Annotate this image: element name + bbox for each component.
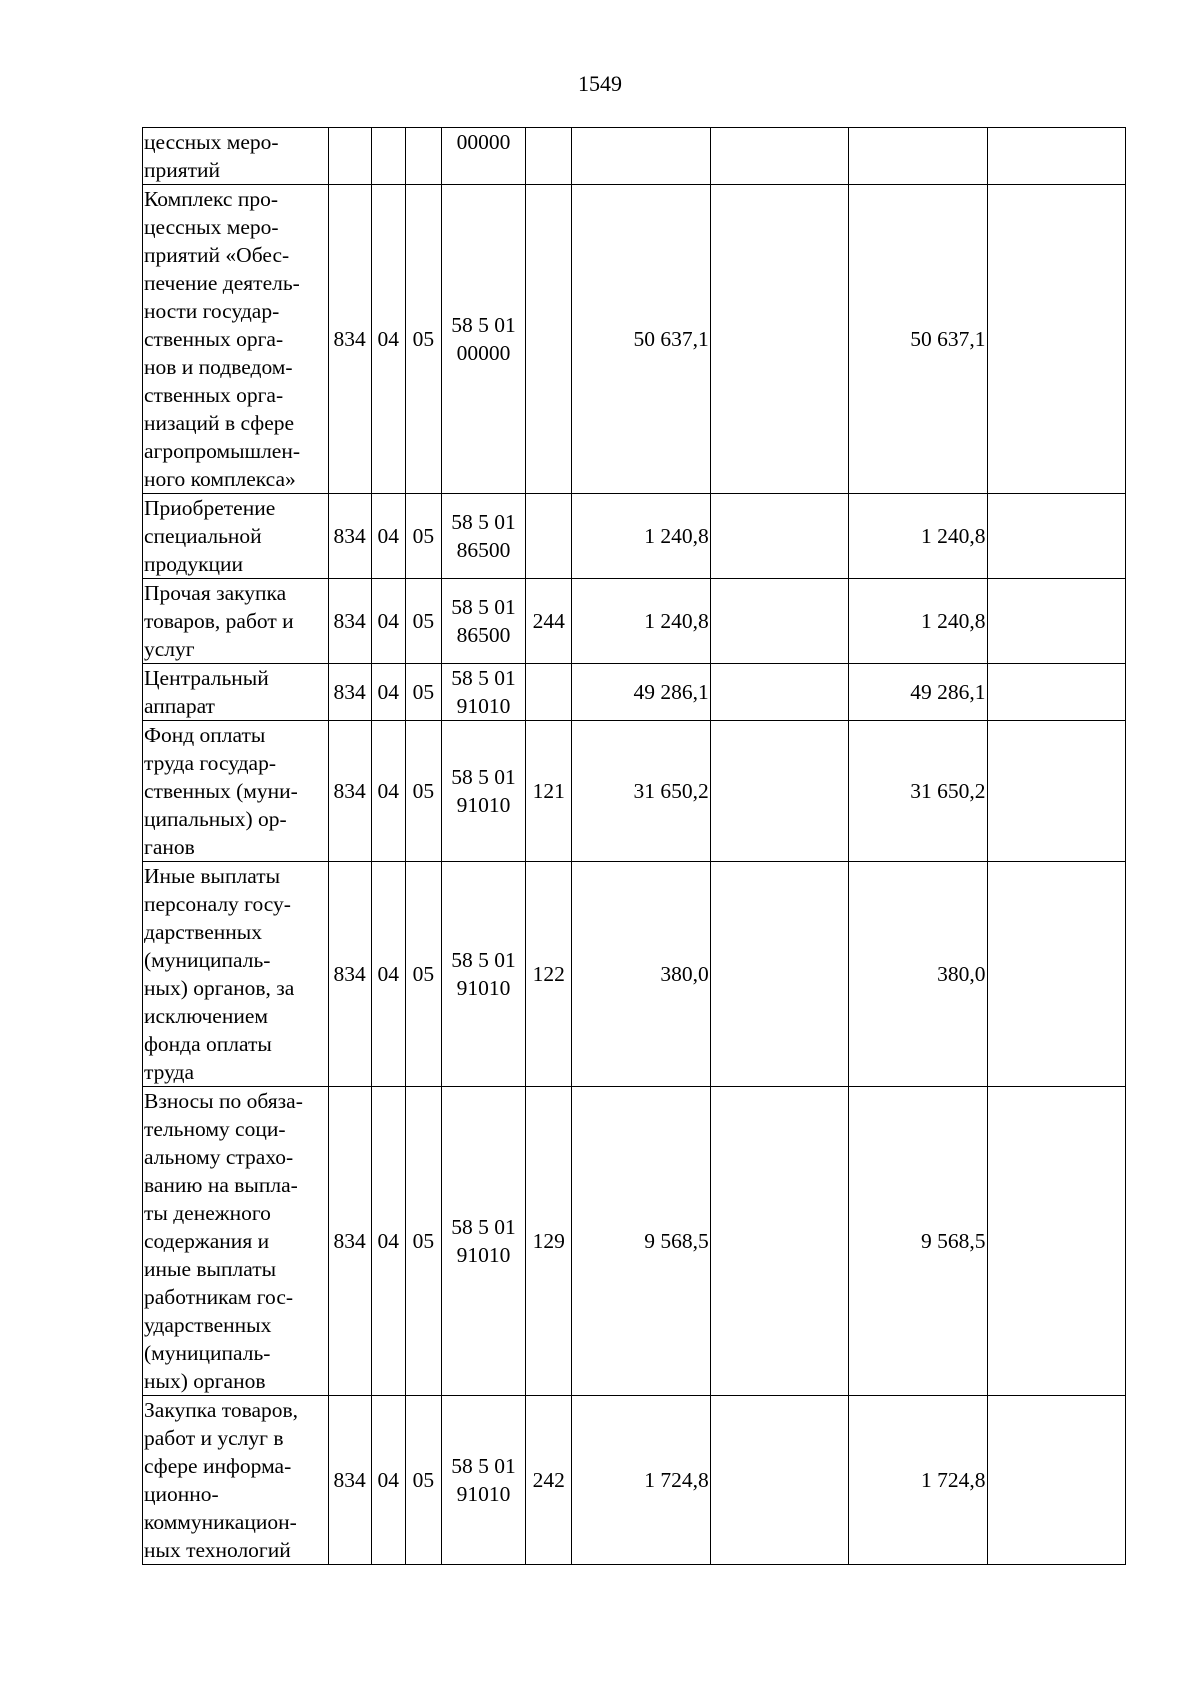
budget-table [142,127,1126,1565]
expense-name-line: Закупка товаров, [144,1398,299,1422]
ministry-code-value: 834 [333,609,366,633]
amount-column-c-cell [849,1087,987,1396]
total-amount-value: 49 286,1 [633,680,709,704]
amount-column-c-value: 380,0 [937,962,986,986]
ministry-code-cell [328,185,371,494]
expense-name-line: ципальных) ор- [144,807,287,831]
expense-name-cell [143,494,329,579]
expense-name-line: сфере информа- [144,1454,292,1478]
expense-type-cell [526,128,572,185]
expense-name-cell [143,862,329,1087]
target-article-line: 00000 [456,130,511,154]
expense-name-line: ганов [144,835,195,859]
amount-column-d-cell [987,1396,1125,1565]
target-article-cell [441,1396,525,1565]
ministry-code-value: 834 [333,962,366,986]
ministry-code-value: 834 [333,1229,366,1253]
amount-column-c-cell [849,128,987,185]
ministry-code-cell [328,128,371,185]
expense-name-line: товаров, работ и [144,609,294,633]
amount-column-c-value: 9 568,5 [921,1229,986,1253]
expense-type-cell [526,494,572,579]
target-article-cell [441,185,525,494]
amount-column-b-cell [710,185,848,494]
expense-name-line: приятий «Обес- [144,243,290,267]
expense-name-line: услуг [144,637,195,661]
target-article-cell [441,1087,525,1396]
amount-column-d-cell [987,664,1125,721]
expense-name-line: труда государ- [144,751,276,775]
total-amount-cell [572,862,710,1087]
subsection-code-cell [405,1396,441,1565]
target-article-line: 86500 [456,623,511,647]
table-row [143,185,1126,494]
total-amount-value: 31 650,2 [633,779,709,803]
total-amount-value: 380,0 [660,962,709,986]
section-code-value: 04 [377,524,399,548]
amount-column-d-cell [987,1087,1125,1396]
expense-type-value: 242 [532,1468,565,1492]
subsection-code-cell [405,128,441,185]
ministry-code-cell [328,1396,371,1565]
total-amount-cell [572,664,710,721]
expense-type-cell [526,664,572,721]
table-row [143,664,1126,721]
amount-column-c-cell [849,664,987,721]
expense-name-line: печение деятель- [144,271,300,295]
subsection-code-cell [405,664,441,721]
expense-name-line: персоналу госу- [144,892,291,916]
expense-name-cell [143,1396,329,1565]
expense-name-cell [143,185,329,494]
expense-name-line: агропромышлен- [144,439,301,463]
section-code-value: 04 [377,779,399,803]
target-article-line: 91010 [456,976,511,1000]
target-article-line: 58 5 01 [451,666,516,690]
ministry-code-value: 834 [333,1468,366,1492]
total-amount-value: 50 637,1 [633,327,709,351]
expense-name-line: Иные выплаты [144,864,281,888]
expense-name-cell [143,579,329,664]
expense-name-line: (муниципаль- [144,1341,271,1365]
target-article-line: 91010 [456,1243,511,1267]
expense-type-value: 244 [532,609,565,633]
expense-name-line: ственных орга- [144,383,284,407]
expense-name-line: ты денежного [144,1201,271,1225]
amount-column-d-cell [987,185,1125,494]
amount-column-b-cell [710,128,848,185]
amount-column-c-value: 1 240,8 [921,609,986,633]
subsection-code-value: 05 [412,1468,435,1492]
expense-name-line: альному страхо- [144,1145,294,1169]
subsection-code-value: 05 [412,327,435,351]
amount-column-c-cell [849,579,987,664]
total-amount-value: 1 240,8 [644,609,709,633]
section-code-cell [371,721,405,862]
expense-name-line: содержания и [144,1229,270,1253]
ministry-code-cell [328,721,371,862]
ministry-code-cell [328,1087,371,1396]
total-amount-cell [572,579,710,664]
target-article-line: 00000 [456,341,511,365]
expense-name-line: (муниципаль- [144,948,271,972]
expense-name-line: ственных (муни- [144,779,298,803]
subsection-code-value: 05 [412,1229,435,1253]
section-code-value: 04 [377,680,399,704]
target-article-line: 58 5 01 [451,510,516,534]
amount-column-d-cell [987,862,1125,1087]
target-article-cell [441,579,525,664]
ministry-code-value: 834 [333,327,366,351]
expense-name-line: Комплекс про- [144,187,278,211]
expense-name-line: ных) органов, за [144,976,295,1000]
target-article-line: 58 5 01 [451,765,516,789]
expense-name-line: ударственных [144,1313,272,1337]
expense-name-line: продукции [144,552,244,576]
section-code-cell [371,1087,405,1396]
expense-name-line: специальной [144,524,262,548]
amount-column-b-cell [710,721,848,862]
total-amount-cell [572,721,710,862]
expense-name-line: нов и подведом- [144,355,293,379]
amount-column-b-cell [710,1087,848,1396]
expense-type-cell [526,1087,572,1396]
expense-type-cell [526,721,572,862]
expense-name-line: ного комплекса» [144,467,296,491]
ministry-code-cell [328,494,371,579]
table-row [143,862,1126,1087]
subsection-code-cell [405,494,441,579]
expense-name-line: работникам гос- [144,1285,294,1309]
expense-type-value: 129 [532,1229,565,1253]
target-article-line: 58 5 01 [451,1215,516,1239]
ministry-code-value: 834 [333,779,366,803]
expense-name-cell [143,1087,329,1396]
total-amount-cell [572,128,710,185]
expense-type-value: 121 [532,779,565,803]
target-article-cell [441,664,525,721]
ministry-code-cell [328,862,371,1087]
amount-column-b-cell [710,579,848,664]
target-article-line: 58 5 01 [451,313,516,337]
expense-name-line: фонда оплаты [144,1032,272,1056]
subsection-code-value: 05 [412,962,435,986]
expense-name-line: ционно- [144,1482,219,1506]
table-row [143,721,1126,862]
target-article-line: 91010 [456,793,511,817]
subsection-code-cell [405,579,441,664]
section-code-cell [371,494,405,579]
section-code-cell [371,1396,405,1565]
amount-column-c-value: 49 286,1 [910,680,986,704]
expense-name-line: цессных меро- [144,130,279,154]
target-article-line: 91010 [456,694,511,718]
expense-name-line: Приобретение [144,496,276,520]
section-code-value: 04 [377,1468,399,1492]
expense-name-line: ности государ- [144,299,280,323]
target-article-line: 58 5 01 [451,1454,516,1478]
amount-column-b-cell [710,664,848,721]
target-article-cell [441,128,525,185]
total-amount-value: 1 724,8 [644,1468,709,1492]
expense-name-line: труда [144,1060,195,1084]
expense-name-line: низаций в сфере [144,411,295,435]
amount-column-d-cell [987,721,1125,862]
amount-column-c-cell [849,494,987,579]
amount-column-d-cell [987,494,1125,579]
ministry-code-value: 834 [333,524,366,548]
expense-name-line: тельному соци- [144,1117,286,1141]
table-row [143,128,1126,185]
amount-column-b-cell [710,1396,848,1565]
amount-column-b-cell [710,862,848,1087]
expense-name-line: приятий [144,158,221,182]
amount-column-c-value: 1 724,8 [921,1468,986,1492]
amount-column-c-cell [849,862,987,1087]
total-amount-cell [572,1087,710,1396]
subsection-code-cell [405,1087,441,1396]
amount-column-d-cell [987,128,1125,185]
subsection-code-value: 05 [412,680,435,704]
total-amount-value: 9 568,5 [644,1229,709,1253]
amount-column-c-cell [849,1396,987,1565]
expense-name-cell [143,664,329,721]
section-code-cell [371,128,405,185]
amount-column-d-cell [987,579,1125,664]
ministry-code-cell [328,664,371,721]
section-code-value: 04 [377,327,399,351]
expense-name-line: коммуникацион- [144,1510,297,1534]
table-row [143,1087,1126,1396]
section-code-cell [371,664,405,721]
expense-name-cell [143,721,329,862]
expense-name-line: Фонд оплаты [144,723,266,747]
target-article-cell [441,862,525,1087]
table-row [143,579,1126,664]
table-row [143,494,1126,579]
amount-column-c-value: 1 240,8 [921,524,986,548]
expense-type-cell [526,185,572,494]
amount-column-c-value: 50 637,1 [910,327,986,351]
subsection-code-cell [405,862,441,1087]
section-code-cell [371,862,405,1087]
target-article-line: 58 5 01 [451,948,516,972]
subsection-code-cell [405,721,441,862]
total-amount-cell [572,494,710,579]
table-body [143,128,1126,1565]
expense-name-line: аппарат [144,694,215,718]
expense-type-cell [526,862,572,1087]
target-article-cell [441,721,525,862]
expense-name-line: цессных меро- [144,215,279,239]
expense-name-cell [143,128,329,185]
subsection-code-value: 05 [412,524,435,548]
expense-name-line: ственных орга- [144,327,284,351]
target-article-line: 91010 [456,1482,511,1506]
section-code-value: 04 [377,1229,399,1253]
subsection-code-cell [405,185,441,494]
target-article-line: 86500 [456,538,511,562]
expense-name-line: Центральный [144,666,269,690]
expense-name-line: дарственных [144,920,262,944]
expense-name-line: Прочая закупка [144,581,287,605]
expense-name-line: исключением [144,1004,268,1028]
expense-name-line: ванию на выпла- [144,1173,298,1197]
expense-type-cell [526,1396,572,1565]
total-amount-cell [572,185,710,494]
expense-name-line: работ и услуг в [144,1426,284,1450]
expense-type-value: 122 [532,962,565,986]
ministry-code-value: 834 [333,680,366,704]
ministry-code-cell [328,579,371,664]
expense-name-line: ных) органов [144,1369,266,1393]
amount-column-c-cell [849,185,987,494]
expense-name-line: иные выплаты [144,1257,277,1281]
target-article-line: 58 5 01 [451,595,516,619]
target-article-cell [441,494,525,579]
section-code-cell [371,185,405,494]
section-code-value: 04 [377,962,399,986]
page-number: 1549 [578,71,622,96]
section-code-value: 04 [377,609,399,633]
section-code-cell [371,579,405,664]
subsection-code-value: 05 [412,779,435,803]
total-amount-value: 1 240,8 [644,524,709,548]
expense-name-line: Взносы по обяза- [144,1089,303,1113]
expense-name-line: ных технологий [144,1538,291,1562]
subsection-code-value: 05 [412,609,435,633]
total-amount-cell [572,1396,710,1565]
amount-column-c-value: 31 650,2 [910,779,986,803]
table-row [143,1396,1126,1565]
amount-column-b-cell [710,494,848,579]
expense-type-cell [526,579,572,664]
amount-column-c-cell [849,721,987,862]
